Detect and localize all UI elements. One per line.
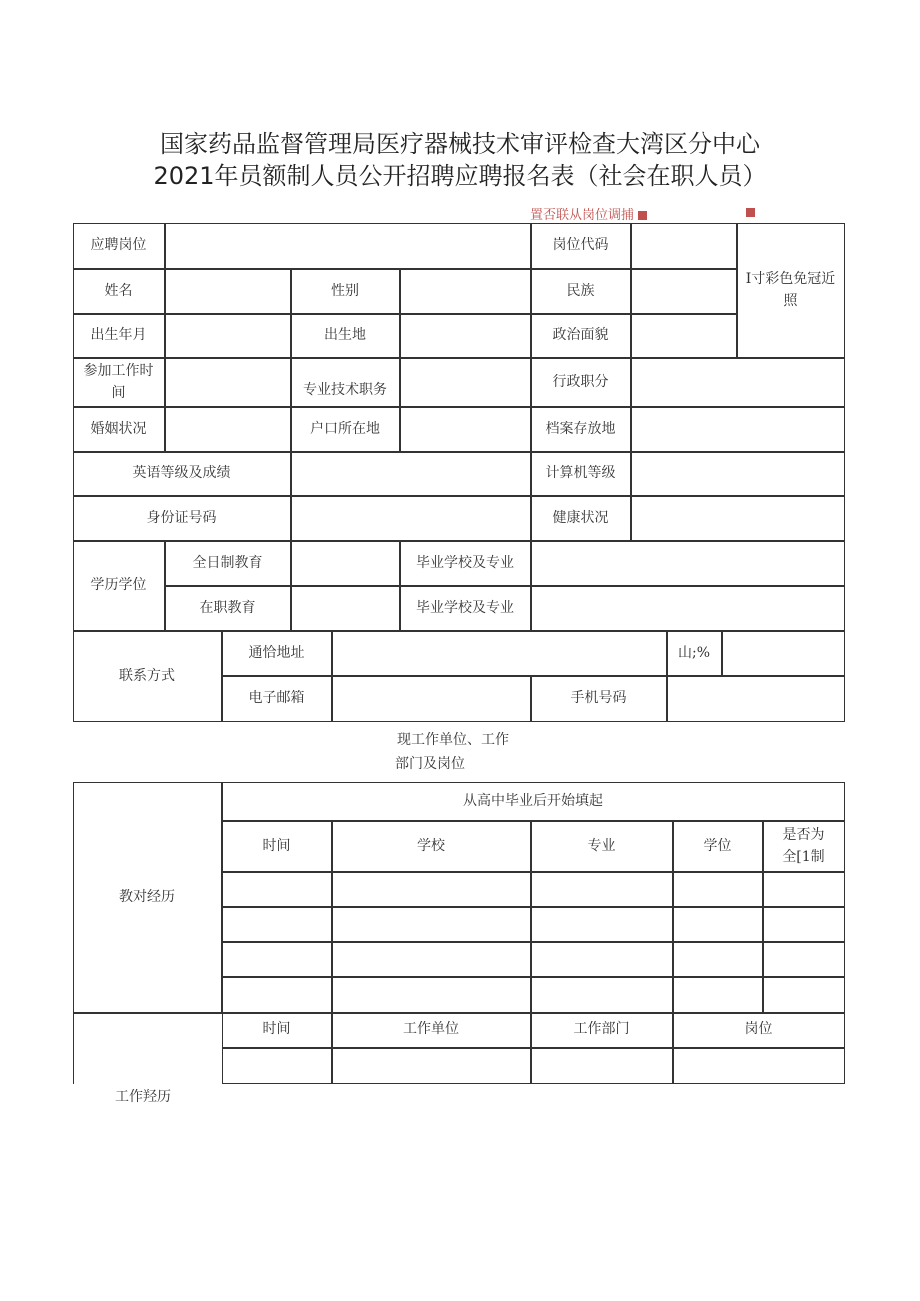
label-grad-school-major-2: 毕业学校及专业 — [400, 586, 531, 631]
label-political-status: 政治面貌 — [531, 314, 631, 358]
label-computer: 计算机等级 — [531, 452, 631, 496]
edu-row-2-time[interactable] — [222, 907, 332, 942]
label-education: 学历学位 — [73, 541, 165, 631]
form-title-line-1: 国家药品监督管理局医疗器械技术审评检查大湾区分中心 — [160, 130, 760, 158]
label-gender: 性别 — [291, 269, 400, 314]
field-inservice-edu[interactable] — [291, 586, 400, 631]
checkbox-square-icon[interactable] — [746, 208, 755, 217]
field-political-status[interactable] — [631, 314, 737, 358]
header-edu-time: 时间 — [222, 821, 332, 872]
work-history-left-border — [73, 1013, 74, 1084]
header-edu-fulltime: 是否为全[1制 — [763, 821, 845, 872]
edu-row-4-degree[interactable] — [673, 977, 763, 1013]
label-current-unit-line-2: 部门及岗位 — [395, 756, 465, 772]
label-english: 英语等级及成绩 — [73, 452, 291, 496]
label-inservice-edu: 在职教育 — [165, 586, 291, 631]
edu-row-4-fulltime[interactable] — [763, 977, 845, 1013]
field-grad-school-major-2[interactable] — [531, 586, 845, 631]
label-admin-title: 行政职分 — [531, 358, 631, 407]
edu-row-3-school[interactable] — [332, 942, 531, 977]
checkbox-square-icon[interactable] — [638, 211, 647, 220]
label-address: 通恰地址 — [222, 631, 332, 676]
field-hukou[interactable] — [400, 407, 531, 452]
photo-box[interactable]: I寸彩色免冠近照 — [737, 223, 845, 358]
edu-row-3-major[interactable] — [531, 942, 673, 977]
label-apply-position: 应聘岗位 — [73, 223, 165, 269]
label-marital: 婚姻状况 — [73, 407, 165, 452]
header-work-time: 时间 — [222, 1013, 332, 1048]
label-grad-school-major-1: 毕业学校及专业 — [400, 541, 531, 586]
field-prof-title[interactable] — [400, 358, 531, 407]
field-archive[interactable] — [631, 407, 845, 452]
label-id-number: 身份证号码 — [73, 496, 291, 541]
edu-row-1-time[interactable] — [222, 872, 332, 907]
form-title-line-2: 2021年员额制人员公开招聘应聘报名表（社会在职人员） — [153, 162, 767, 190]
label-birth-date: 出生年月 — [73, 314, 165, 358]
field-english[interactable] — [291, 452, 531, 496]
edu-row-2-school[interactable] — [332, 907, 531, 942]
field-ethnicity[interactable] — [631, 269, 737, 314]
field-grad-school-major-1[interactable] — [531, 541, 845, 586]
header-work-unit: 工作单位 — [332, 1013, 531, 1048]
field-work-start[interactable] — [165, 358, 291, 407]
label-mobile: 手机号码 — [531, 676, 667, 722]
label-education-history: 教对经历 — [73, 782, 222, 1013]
field-id-number[interactable] — [291, 496, 531, 541]
field-name[interactable] — [165, 269, 291, 314]
label-archive: 档案存放地 — [531, 407, 631, 452]
field-apply-position[interactable] — [165, 223, 531, 269]
label-birth-place: 出生地 — [291, 314, 400, 358]
edu-row-1-degree[interactable] — [673, 872, 763, 907]
edu-row-3-time[interactable] — [222, 942, 332, 977]
header-work-position: 岗位 — [673, 1013, 845, 1048]
header-work-dept: 工作部门 — [531, 1013, 673, 1048]
field-fulltime-edu[interactable] — [291, 541, 400, 586]
field-computer[interactable] — [631, 452, 845, 496]
work-row-1-position[interactable] — [673, 1048, 845, 1084]
field-birth-date[interactable] — [165, 314, 291, 358]
work-row-1-dept[interactable] — [531, 1048, 673, 1084]
label-fulltime-edu: 全日制教育 — [165, 541, 291, 586]
field-birth-place[interactable] — [400, 314, 531, 358]
label-postcode: 山;% — [667, 631, 722, 676]
field-address[interactable] — [332, 631, 667, 676]
field-postcode[interactable] — [722, 631, 845, 676]
field-health[interactable] — [631, 496, 845, 541]
edu-row-4-time[interactable] — [222, 977, 332, 1013]
work-row-1-time[interactable] — [222, 1048, 332, 1084]
label-hukou: 户口所在地 — [291, 407, 400, 452]
field-gender[interactable] — [400, 269, 531, 314]
label-work-start: 参加工作时间 — [73, 358, 165, 407]
field-email[interactable] — [332, 676, 531, 722]
field-mobile[interactable] — [667, 676, 845, 722]
education-history-instruction: 从高中毕业后开始填起 — [222, 782, 845, 821]
header-edu-degree: 学位 — [673, 821, 763, 872]
edu-row-2-major[interactable] — [531, 907, 673, 942]
label-email: 电子邮箱 — [222, 676, 332, 722]
edu-row-4-major[interactable] — [531, 977, 673, 1013]
field-marital[interactable] — [165, 407, 291, 452]
edu-row-1-school[interactable] — [332, 872, 531, 907]
label-ethnicity: 民族 — [531, 269, 631, 314]
edu-row-2-degree[interactable] — [673, 907, 763, 942]
field-position-code[interactable] — [631, 223, 737, 269]
header-edu-major: 专业 — [531, 821, 673, 872]
label-prof-title: 专业技术职务 — [291, 358, 400, 407]
header-edu-school: 学校 — [332, 821, 531, 872]
edu-row-1-major[interactable] — [531, 872, 673, 907]
field-admin-title[interactable] — [631, 358, 845, 407]
label-name: 姓名 — [73, 269, 165, 314]
label-contact: 联系方式 — [73, 631, 222, 722]
position-adjust-note-text: 置否联从岗位调捕 — [530, 208, 635, 223]
work-row-1-unit[interactable] — [332, 1048, 531, 1084]
label-health: 健康状况 — [531, 496, 631, 541]
label-position-code: 岗位代码 — [531, 223, 631, 269]
label-current-unit-line-1: 现工作单位、工作 — [397, 732, 509, 748]
edu-row-4-school[interactable] — [332, 977, 531, 1013]
edu-row-1-fulltime[interactable] — [763, 872, 845, 907]
edu-row-3-fulltime[interactable] — [763, 942, 845, 977]
label-work-history: 工作羟历 — [115, 1089, 171, 1105]
edu-row-2-fulltime[interactable] — [763, 907, 845, 942]
position-adjust-note — [530, 204, 647, 223]
edu-row-3-degree[interactable] — [673, 942, 763, 977]
